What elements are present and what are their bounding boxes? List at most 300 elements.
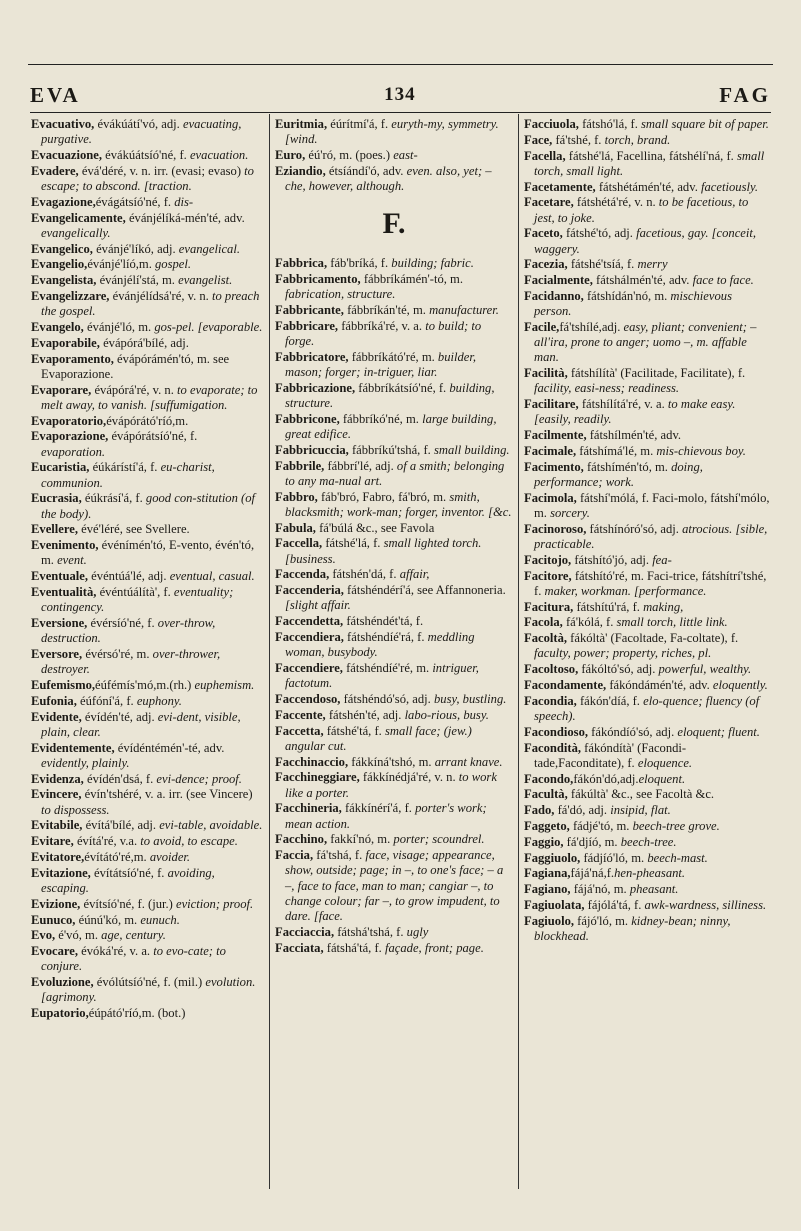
pronunciation-grammar: fábbríkátsíó'né, f. <box>355 380 450 395</box>
pronunciation-grammar: évítsíó'né, f. (jur.) <box>80 896 176 911</box>
definition: beech-tree. <box>620 834 677 849</box>
pronunciation-grammar: fátshílmén'té, adv. <box>586 428 682 443</box>
dictionary-column-3 <box>524 117 770 1191</box>
dictionary-entry <box>524 787 770 802</box>
pronunciation-grammar: évérsíó'né, f. <box>87 615 158 630</box>
dictionary-entry <box>275 303 513 318</box>
headword: Eunuco, <box>31 912 76 927</box>
headword: Eufonia, <box>31 693 77 708</box>
headword: Fabbricazione, <box>275 380 356 395</box>
dictionary-entry <box>524 725 770 740</box>
dictionary-entry <box>275 848 513 924</box>
dictionary-entry <box>31 211 264 241</box>
dictionary-entry <box>524 569 770 599</box>
dictionary-entry <box>275 661 513 691</box>
definition: to build; to forge. <box>285 318 482 348</box>
definition: kidney-bean; ninny, blockhead. <box>534 913 731 943</box>
pronunciation-grammar: évídén'dsá, f. <box>83 771 157 786</box>
headword: Evadere, <box>31 163 79 178</box>
headword: Eversione, <box>31 615 88 630</box>
pronunciation-grammar: fákón'díá, f. <box>576 693 644 708</box>
column-divider <box>518 114 519 1189</box>
dictionary-entry <box>31 273 264 288</box>
headword: Facitojo, <box>524 552 572 567</box>
pronunciation-grammar: fáb'bró, Fabro, fá'bró, m. <box>317 489 450 504</box>
headword: Evacuazione, <box>31 148 103 162</box>
headword: Fabbricamento, <box>275 272 361 286</box>
headword: Facilmente, <box>524 428 587 443</box>
headword: Evidenza, <box>31 771 84 786</box>
pronunciation-grammar: fátshéndíé'ré, m. <box>342 660 433 675</box>
definition: eventual, casual. <box>169 569 255 584</box>
definition: dis- <box>174 194 194 209</box>
dictionary-entry <box>31 148 264 163</box>
pronunciation-grammar: évóká'ré, v. a. <box>77 944 154 959</box>
pronunciation-grammar: fátshálmén'té, adv. <box>592 273 693 288</box>
headword: Eucaristia, <box>31 460 90 475</box>
headword: Facciuola, <box>524 117 579 131</box>
headword: Evaporamento, <box>31 351 114 366</box>
dictionary-entry <box>31 741 264 771</box>
headword: Fabbricante, <box>275 303 344 317</box>
dictionary-entry <box>275 256 513 271</box>
pronunciation-grammar: fátshéndérí'á, see Affannoneria. <box>343 583 506 598</box>
dictionary-entry <box>524 226 770 256</box>
dictionary-entry <box>31 569 264 584</box>
definition: evacuating, purgative. <box>41 117 242 147</box>
definition: porter's work; mean action. <box>285 801 487 831</box>
definition: evidently, plainly. <box>41 755 130 770</box>
pronunciation-grammar: événímén'tó, E-vento, évén'tó, m. <box>41 538 255 568</box>
pronunciation-grammar: événtúálítà', f. <box>96 584 174 599</box>
definition: maker, workman. [performance. <box>544 583 707 598</box>
pronunciation-grammar: fátshídán'nó, m. <box>583 288 671 303</box>
headword: Facondità, <box>524 740 582 755</box>
definition: small square bit of paper. <box>641 117 769 131</box>
dictionary-entry <box>31 117 264 147</box>
section-letter-heading: F. <box>382 207 406 241</box>
headword: Eupatorio, <box>31 1006 89 1021</box>
dictionary-entry <box>31 491 264 521</box>
pronunciation-grammar: éúrítmí'á, f. <box>327 117 392 131</box>
pronunciation-grammar: fátshítú'rá, f. <box>573 599 644 614</box>
dictionary-entry <box>31 538 264 568</box>
pronunciation-grammar: fákóltó'só, adj. <box>578 662 659 677</box>
pronunciation-grammar: évítá'ré, v.a. <box>73 834 141 849</box>
dictionary-entry <box>524 772 770 787</box>
dictionary-entry <box>524 678 770 693</box>
definition: face to face. <box>692 273 754 288</box>
pronunciation-grammar: fátshéndét'tá, f. <box>343 614 424 629</box>
headword: Facidanno, <box>524 288 584 303</box>
definition: ugly <box>406 924 429 939</box>
dictionary-entry <box>275 164 513 194</box>
running-head <box>30 82 771 108</box>
headword: Faceto, <box>524 226 563 241</box>
pronunciation-grammar: éúnú'kó, m. <box>75 912 141 927</box>
pronunciation-grammar: fátshé'lá, f. <box>322 536 384 551</box>
pronunciation-grammar: évítá'bílé, adj. <box>82 818 160 833</box>
definition: smith, blacksmith; work-man; forger, inventor. [&c. <box>285 489 512 519</box>
definition: small building. <box>433 442 510 457</box>
dictionary-entry <box>31 383 264 413</box>
definition: avoiding, escaping. <box>41 865 215 895</box>
pronunciation-grammar: fá'tshá, f. <box>313 848 366 863</box>
pronunciation-grammar: éú'ró, m. (poes.) <box>305 148 394 162</box>
pronunciation-grammar: évápórá'bílé, adj. <box>99 335 189 350</box>
definition: pheasant. <box>629 882 679 897</box>
dictionary-entry <box>275 770 513 800</box>
dictionary-entry <box>275 755 513 770</box>
headword: Facoltà, <box>524 631 568 646</box>
pronunciation-grammar: fákóndítà' (Facondi-tade,Faconditate), f. <box>534 740 687 770</box>
dictionary-entry <box>31 913 264 928</box>
pronunciation-grammar: évápórámén'tó, m. see Evaporazione. <box>41 351 230 381</box>
dictionary-entry <box>524 366 770 396</box>
definition: over-thrower, destroyer. <box>41 646 221 677</box>
dictionary-entry <box>275 832 513 847</box>
definition: elo-quence; fluency (of speech). <box>534 693 760 723</box>
headword: Eventuale, <box>31 569 89 584</box>
definition: arrant knave. <box>434 754 503 769</box>
dictionary-entry <box>31 678 264 693</box>
pronunciation-grammar: fáb'bríká, f. <box>327 256 392 271</box>
dictionary-entry <box>524 273 770 288</box>
pronunciation-grammar: fátshé'tsíá, f. <box>567 257 638 272</box>
headword: Facultà, <box>524 787 568 802</box>
definition: to evo-cate; to conjure. <box>41 944 226 974</box>
pronunciation-grammar: évánjé'líó,m. <box>87 257 155 272</box>
dictionary-entry <box>275 412 513 442</box>
dictionary-entry <box>524 428 770 443</box>
headword: Facchino, <box>275 832 328 847</box>
headword: Evocare, <box>31 944 78 959</box>
definition: good con-stitution (of the body). <box>41 491 256 521</box>
definition: making, <box>643 599 684 614</box>
definition: eu-charist, communion. <box>41 460 215 490</box>
pronunciation-grammar: fákkíná'tshó, m. <box>348 754 435 769</box>
pronunciation-grammar: éúfémís'mó,m.(rh.) <box>95 677 195 692</box>
headword: Faccella, <box>275 536 323 551</box>
headword: Faccenda, <box>275 567 330 582</box>
definition: meddling woman, busybody. <box>285 629 475 660</box>
dictionary-entry <box>524 257 770 272</box>
headword: Facchineggiare, <box>275 770 360 785</box>
dictionary-entry <box>31 320 264 335</box>
dictionary-entry <box>275 521 513 536</box>
running-head-right: FAG <box>719 82 771 107</box>
definition: to be facetious, to jest, to joke. <box>534 195 749 225</box>
pronunciation-grammar: éúkárístí'á, f. <box>89 460 161 475</box>
headword: Fagiana, <box>524 866 571 881</box>
dictionary-entry <box>275 724 513 754</box>
headword: Fabbrica, <box>275 256 328 271</box>
pronunciation-grammar: fá'dó, adj. <box>554 803 611 818</box>
dictionary-entry <box>524 851 770 866</box>
definition: building; fabric. <box>391 256 474 271</box>
pronunciation-grammar: évágátsíó'né, f. <box>95 194 175 209</box>
headword: Faggiuolo, <box>524 850 581 865</box>
definition: to preach the gospel. <box>41 288 260 319</box>
dictionary-entry <box>524 460 770 490</box>
dictionary-entry <box>275 148 513 163</box>
dictionary-entry <box>31 897 264 912</box>
headword: Fado, <box>524 803 555 818</box>
pronunciation-grammar: évérsó'ré, m. <box>82 646 153 661</box>
definition: event. <box>57 553 87 568</box>
definition: eviction; proof. <box>175 896 254 911</box>
definition: of a smith; belonging to any ma-nual art. <box>285 458 505 488</box>
pronunciation-grammar: évákúátí'vó, adj. <box>94 117 183 131</box>
dictionary-column-1 <box>31 117 264 1191</box>
pronunciation-grammar: fátshító'jó, adj. <box>571 552 653 567</box>
headword: Evangelizzare, <box>31 288 110 303</box>
definition: gos-pel. [evaporable. <box>154 319 263 334</box>
definition: façade, front; page. <box>384 940 484 955</box>
pronunciation-grammar: fátshá'tá, f. <box>323 940 385 955</box>
headword: Facondamente, <box>524 677 607 692</box>
dictionary-entry <box>31 772 264 787</box>
pronunciation-grammar: évánjé'ló, m. <box>83 319 155 334</box>
pronunciation-grammar: fátshé'lá, Facellina, fátshélí'ná, f. <box>565 148 737 163</box>
dictionary-entry <box>524 491 770 521</box>
definition: hen-pheasant. <box>614 866 686 881</box>
dictionary-entry <box>275 350 513 380</box>
dictionary-entry <box>275 536 513 566</box>
dictionary-entry <box>524 819 770 834</box>
definition: sorcery. <box>550 505 590 520</box>
headword: Facola, <box>524 615 563 630</box>
headword: Evaporabile, <box>31 335 100 350</box>
definition: evi-table, avoidable. <box>159 818 263 833</box>
headword: Faccenderia, <box>275 583 344 598</box>
definition: eloquence. <box>637 755 693 770</box>
pronunciation-grammar: fátshén'dá, f. <box>329 567 400 582</box>
pronunciation-grammar: fátshétá'ré, v. n. <box>573 195 659 210</box>
headword: Faccendetta, <box>275 614 344 629</box>
dictionary-entry <box>31 694 264 709</box>
definition: small torch, small light. <box>534 148 765 178</box>
headword: Euritmia, <box>275 117 328 131</box>
dictionary-entry <box>524 835 770 850</box>
dictionary-entry <box>31 336 264 351</box>
dictionary-entry <box>31 460 264 490</box>
definition: facetious, gay. [conceit, waggery. <box>534 226 757 256</box>
definition: fea- <box>652 552 672 567</box>
pronunciation-grammar: fábbríkátó'ré, m. <box>348 349 438 364</box>
dictionary-entry <box>524 444 770 459</box>
definition: evangelically. <box>41 225 111 240</box>
headword: Facondioso, <box>524 724 589 739</box>
pronunciation-grammar: fátshé'tó, adj. <box>562 226 637 241</box>
definition: builder, mason; forger; in-triguer, liar. <box>285 349 477 379</box>
headword: Eufemismo, <box>31 677 96 692</box>
pronunciation-grammar: évánjélíká-mén'té, adv. <box>125 210 245 225</box>
dictionary-entry <box>275 583 513 613</box>
headword: Facilitare, <box>524 397 579 412</box>
definition: to dispossess. <box>41 802 110 817</box>
headword: Evacuativo, <box>31 117 95 131</box>
dictionary-entry <box>275 567 513 582</box>
pronunciation-grammar: évítátó'ré,m. <box>84 849 150 864</box>
definition: to avoid, to escape. <box>140 834 238 849</box>
headword: Fabbro, <box>275 489 318 504</box>
pronunciation-grammar: évé'léré, see Svellere. <box>77 522 190 537</box>
definition: facetiously. <box>701 179 759 194</box>
headword: Evenimento, <box>31 538 99 553</box>
headword: Evoluzione, <box>31 975 94 990</box>
definition: faculty, power; property, riches, pl. <box>534 646 712 661</box>
pronunciation-grammar: fábbríká'ré, v. a. <box>338 318 426 333</box>
dictionary-entry <box>275 925 513 940</box>
dictionary-entry <box>275 630 513 660</box>
definition: evi-dence; proof. <box>156 771 242 786</box>
dictionary-entry <box>31 414 264 429</box>
pronunciation-grammar: fádjé'tó, m. <box>569 818 633 833</box>
headword: Facchinaccio, <box>275 754 349 769</box>
headword: Facialmente, <box>524 273 593 288</box>
headword: Evaporare, <box>31 382 92 397</box>
headword: Facella, <box>524 148 566 163</box>
dictionary-entry <box>524 694 770 724</box>
definition: manufacturer. <box>429 303 499 317</box>
headword: Facondia, <box>524 693 577 708</box>
dictionary-entry <box>524 803 770 818</box>
pronunciation-grammar: évín'tshéré, v. a. irr. (see Vincere) <box>81 787 253 802</box>
pronunciation-grammar: fátshínóró'só, adj. <box>586 521 683 536</box>
dictionary-entry <box>524 320 770 366</box>
pronunciation-grammar: fakkí'nó, m. <box>327 832 394 847</box>
headword: Faccendoso, <box>275 691 341 706</box>
definition: facility, easi-ness; readiness. <box>534 381 680 396</box>
definition: merry <box>637 257 668 272</box>
pronunciation-grammar: fájá'ná,f. <box>570 866 615 881</box>
pronunciation-grammar: fátshílítà' (Facilitade, Facilitate), f. <box>567 366 746 381</box>
dictionary-entry <box>524 522 770 552</box>
headword: Facimento, <box>524 459 584 474</box>
definition: east- <box>393 148 418 162</box>
dictionary-entry <box>31 818 264 833</box>
pronunciation-grammar: fátshímá'lé, m. <box>576 443 657 458</box>
pronunciation-grammar: évápórátsíó'né, f. <box>108 429 198 444</box>
pronunciation-grammar: fákóltà' (Facoltade, Fa-coltate), f. <box>567 631 739 646</box>
dictionary-entry <box>31 944 264 974</box>
pronunciation-grammar: fátshéndó'só, adj. <box>340 691 434 706</box>
headword: Fagiuolo, <box>524 913 575 928</box>
headword: Facitore, <box>524 568 572 583</box>
headword: Facile, <box>524 319 560 334</box>
dictionary-entry <box>524 553 770 568</box>
pronunciation-grammar: fá'tshé, f. <box>552 132 605 147</box>
dictionary-entry <box>275 459 513 489</box>
pronunciation-grammar: é'vó, m. <box>55 928 102 943</box>
headword: Facetare, <box>524 195 574 210</box>
dictionary-entry <box>275 381 513 411</box>
headword: Fabbricuccia, <box>275 442 349 457</box>
headword: Facciaccia, <box>275 924 335 939</box>
headword: Faccia, <box>275 848 314 863</box>
headword: Evangelio, <box>31 257 88 272</box>
headword: Evitatore, <box>31 849 85 864</box>
definition: to escape; to abscond. [traction. <box>41 163 254 193</box>
headword: Euro, <box>275 148 306 162</box>
pronunciation-grammar: fátshító'ré, m. Faci-trice, fátshítrí'tshé, f. <box>534 568 767 598</box>
definition: to evaporate; to melt away, to vanish. [suffumigation. <box>41 382 258 412</box>
dictionary-entry <box>31 834 264 849</box>
definition: large building, great edifice. <box>285 411 497 441</box>
definition: face, visage; appearance, show, outside; page; in –, to one's face; – a –, face to face, man to man; cangiar –, to change colour; far –, to grow impudent, to dare. [face. <box>285 848 504 923</box>
pronunciation-grammar: évápórá'ré, v. n. <box>91 382 178 397</box>
pronunciation-grammar: évánjé'líkó, adj. <box>92 241 179 256</box>
headword: Evizione, <box>31 896 81 911</box>
definition: doing, performance; work. <box>534 459 703 489</box>
pronunciation-grammar: fájá'nó, m. <box>570 882 630 897</box>
headword: Evangelico, <box>31 241 93 256</box>
dictionary-entry <box>524 882 770 897</box>
headword: Faccendiera, <box>275 629 344 644</box>
dictionary-entry <box>524 615 770 630</box>
headword: Facinoroso, <box>524 521 587 536</box>
definition: evangelical. <box>178 241 240 256</box>
pronunciation-grammar: évídén'té, adj. <box>81 709 158 724</box>
dictionary-entry <box>275 692 513 707</box>
pronunciation-grammar: évá'déré, v. n. irr. (evasi; evaso) <box>78 163 245 178</box>
headword: Evo, <box>31 928 56 943</box>
headword: Evangelista, <box>31 273 97 288</box>
dictionary-entry <box>524 898 770 913</box>
headword: Face, <box>524 132 553 147</box>
pronunciation-grammar: fábbrí'lé, adj. <box>324 458 397 473</box>
dictionary-entry <box>524 133 770 148</box>
headword: Evitabile, <box>31 818 83 833</box>
definition: porter; scoundrel. <box>393 832 485 847</box>
definition: to work like a porter. <box>285 770 497 800</box>
pronunciation-grammar: fá'búlá &c., see Favola <box>315 520 435 535</box>
pronunciation-grammar: fátshá'tshá, f. <box>334 924 407 939</box>
pronunciation-grammar: évídéntémén'-té, adv. <box>114 740 225 755</box>
dictionary-entry <box>275 319 513 349</box>
dictionary-entry <box>31 975 264 1005</box>
headword: Fabula, <box>275 520 316 535</box>
dictionary-entry <box>31 164 264 194</box>
pronunciation-grammar: fátshímén'tó, m. <box>583 459 672 474</box>
definition: evi-dent, visible, plain, clear. <box>41 709 241 739</box>
pronunciation-grammar: fátshí'mólá, f. Faci-molo, fátshí'mólo, m. <box>534 490 770 520</box>
dictionary-entry <box>524 195 770 225</box>
definition: euphony. <box>136 693 182 708</box>
headword: Evangelo, <box>31 319 84 334</box>
pronunciation-grammar: fábbríkámén'-tó, m. <box>360 272 463 286</box>
headword: Eucrasia, <box>31 491 82 506</box>
dictionary-entry <box>524 600 770 615</box>
headword: Eventualità, <box>31 584 97 599</box>
definition: awk-wardness, silliness. <box>644 897 767 912</box>
headword: Facimola, <box>524 490 577 505</box>
definition: mis-chievous boy. <box>656 443 746 458</box>
headword: Evincere, <box>31 787 82 802</box>
definition: eloquent; fluent. <box>677 724 760 739</box>
definition: over-throw, destruction. <box>41 615 216 646</box>
dictionary-entry <box>275 117 513 147</box>
dictionary-entry <box>524 149 770 179</box>
definition: euryth-my, symmetry. [wind. <box>285 117 499 147</box>
page-number: 134 <box>384 84 416 105</box>
headword: Faccetta, <box>275 723 324 738</box>
headword: Evitazione, <box>31 865 91 880</box>
dictionary-entry <box>524 180 770 195</box>
dictionary-entry <box>275 272 513 302</box>
pronunciation-grammar: éúkrásí'á, f. <box>81 491 146 506</box>
